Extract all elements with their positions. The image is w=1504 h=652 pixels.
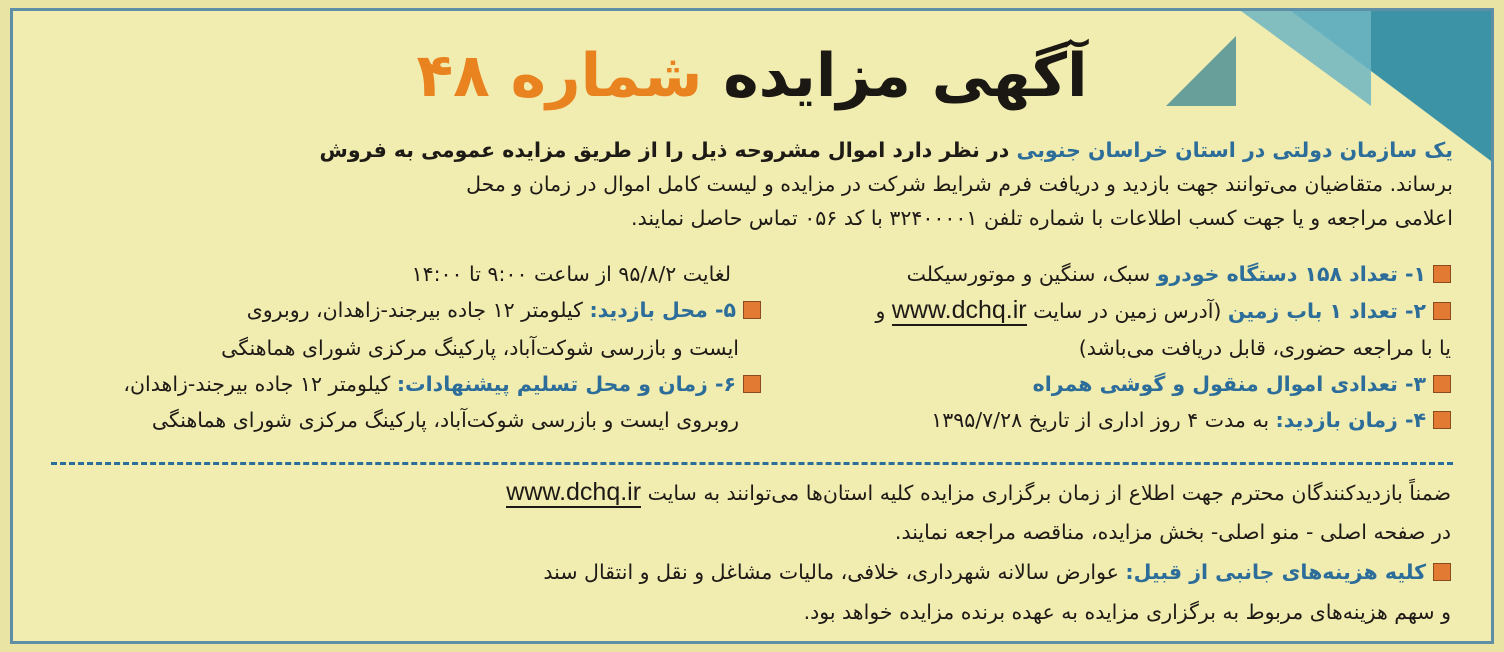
item-text: کیلومتر ۱۲ جاده بیرجند-زاهدان،	[123, 372, 397, 396]
costs-text: عوارض سالانه شهرداری، خلافی، مالیات مشاغل و نقل و انتقال سند	[543, 560, 1126, 584]
item-label: ۳- تعدادی اموال منقول و گوشی همراه	[1032, 372, 1426, 396]
footer-line-4: و سهم هزینه‌های مربوط به برگزاری مزایده به عهده برنده مزایده خواهد بود.	[803, 600, 1451, 624]
costs-label: کلیه هزینه‌های جانبی از قبیل:	[1125, 560, 1426, 584]
intro-line-1	[73, 135, 1453, 165]
bullet-icon	[743, 301, 761, 319]
item-visit-location-line2: ایست و بازرسی شوکت‌آباد، پارکینگ مرکزی شورای هماهنگی	[221, 336, 739, 360]
item-label: ۶- زمان و محل تسلیم پیشنهادات:	[396, 372, 736, 396]
item-submission	[123, 369, 761, 399]
organization-name: یک سازمان دولتی در استان خراسان جنوبی	[1016, 138, 1453, 162]
notice-title	[263, 29, 1241, 124]
item-label: ۵- محل بازدید:	[589, 298, 736, 322]
footer-text: ضمناً بازدیدکنندگان محترم جهت اطلاع از زمان برگزاری مزایده کلیه استان‌ها می‌توانند به سایت	[641, 481, 1451, 505]
decorative-triangle	[1241, 11, 1371, 106]
bullet-icon	[743, 375, 761, 393]
bullet-icon	[1433, 375, 1451, 393]
footer-costs	[543, 557, 1451, 587]
bullet-icon	[1433, 411, 1451, 429]
item-text: و	[875, 299, 892, 323]
auction-notice	[10, 8, 1494, 644]
item-vehicles	[907, 259, 1451, 289]
title-part2: شماره ۴۸	[416, 41, 703, 111]
item-text: کیلومتر ۱۲ جاده بیرجند-زاهدان، روبروی	[246, 298, 590, 322]
divider	[51, 462, 1453, 465]
item-label: ۱- تعداد ۱۵۸ دستگاه خودرو	[1156, 262, 1426, 286]
item-visit-location	[247, 295, 761, 325]
footer-line-2: در صفحه اصلی - منو اصلی- بخش مزایده، مناقصه مراجعه نمایند.	[894, 520, 1451, 544]
bullet-icon	[1433, 265, 1451, 283]
item-label: ۴- زمان بازدید:	[1275, 408, 1426, 432]
bullet-icon	[1433, 563, 1451, 581]
item-text: (آدرس زمین در سایت	[1026, 299, 1228, 323]
intro-text: در نظر دارد اموال مشروحه ذیل را از طریق مزایده عمومی به فروش	[319, 138, 1017, 162]
item-text: به مدت ۴ روز اداری از تاریخ ۱۳۹۵/۷/۲۸	[931, 408, 1276, 432]
visit-time-end: لغایت ۹۵/۸/۲ از ساعت ۹:۰۰ تا ۱۴:۰۰	[411, 262, 731, 286]
website-link[interactable]: www.dchq.ir	[891, 296, 1027, 324]
item-land-line2: یا با مراجعه حضوری، قابل دریافت می‌باشد)	[1078, 336, 1451, 360]
item-land	[875, 295, 1451, 326]
item-text: سبک، سنگین و موتورسیکلت	[906, 262, 1157, 286]
title-part1: آگهی مزایده	[702, 41, 1088, 111]
item-visit-time	[931, 405, 1451, 435]
intro-line-3: اعلامی مراجعه و یا جهت کسب اطلاعات با شماره تلفن ۳۲۴۰۰۰۰۱ با کد ۰۵۶ تماس حاصل نمایند.	[631, 206, 1453, 230]
item-submission-line2: روبروی ایست و بازرسی شوکت‌آباد، پارکینگ مرکزی شورای هماهنگی	[151, 408, 739, 432]
item-label: ۲- تعداد ۱ باب زمین	[1227, 299, 1426, 323]
footer-line-1	[506, 477, 1451, 508]
website-link[interactable]: www.dchq.ir	[506, 478, 642, 506]
bullet-icon	[1433, 302, 1451, 320]
intro-line-2: برساند. متقاضیان می‌توانند جهت بازدید و دریافت فرم شرایط شرکت در مزایده و لیست کامل اموال در زمان و محل	[466, 172, 1453, 196]
item-movable-property	[1033, 369, 1451, 399]
